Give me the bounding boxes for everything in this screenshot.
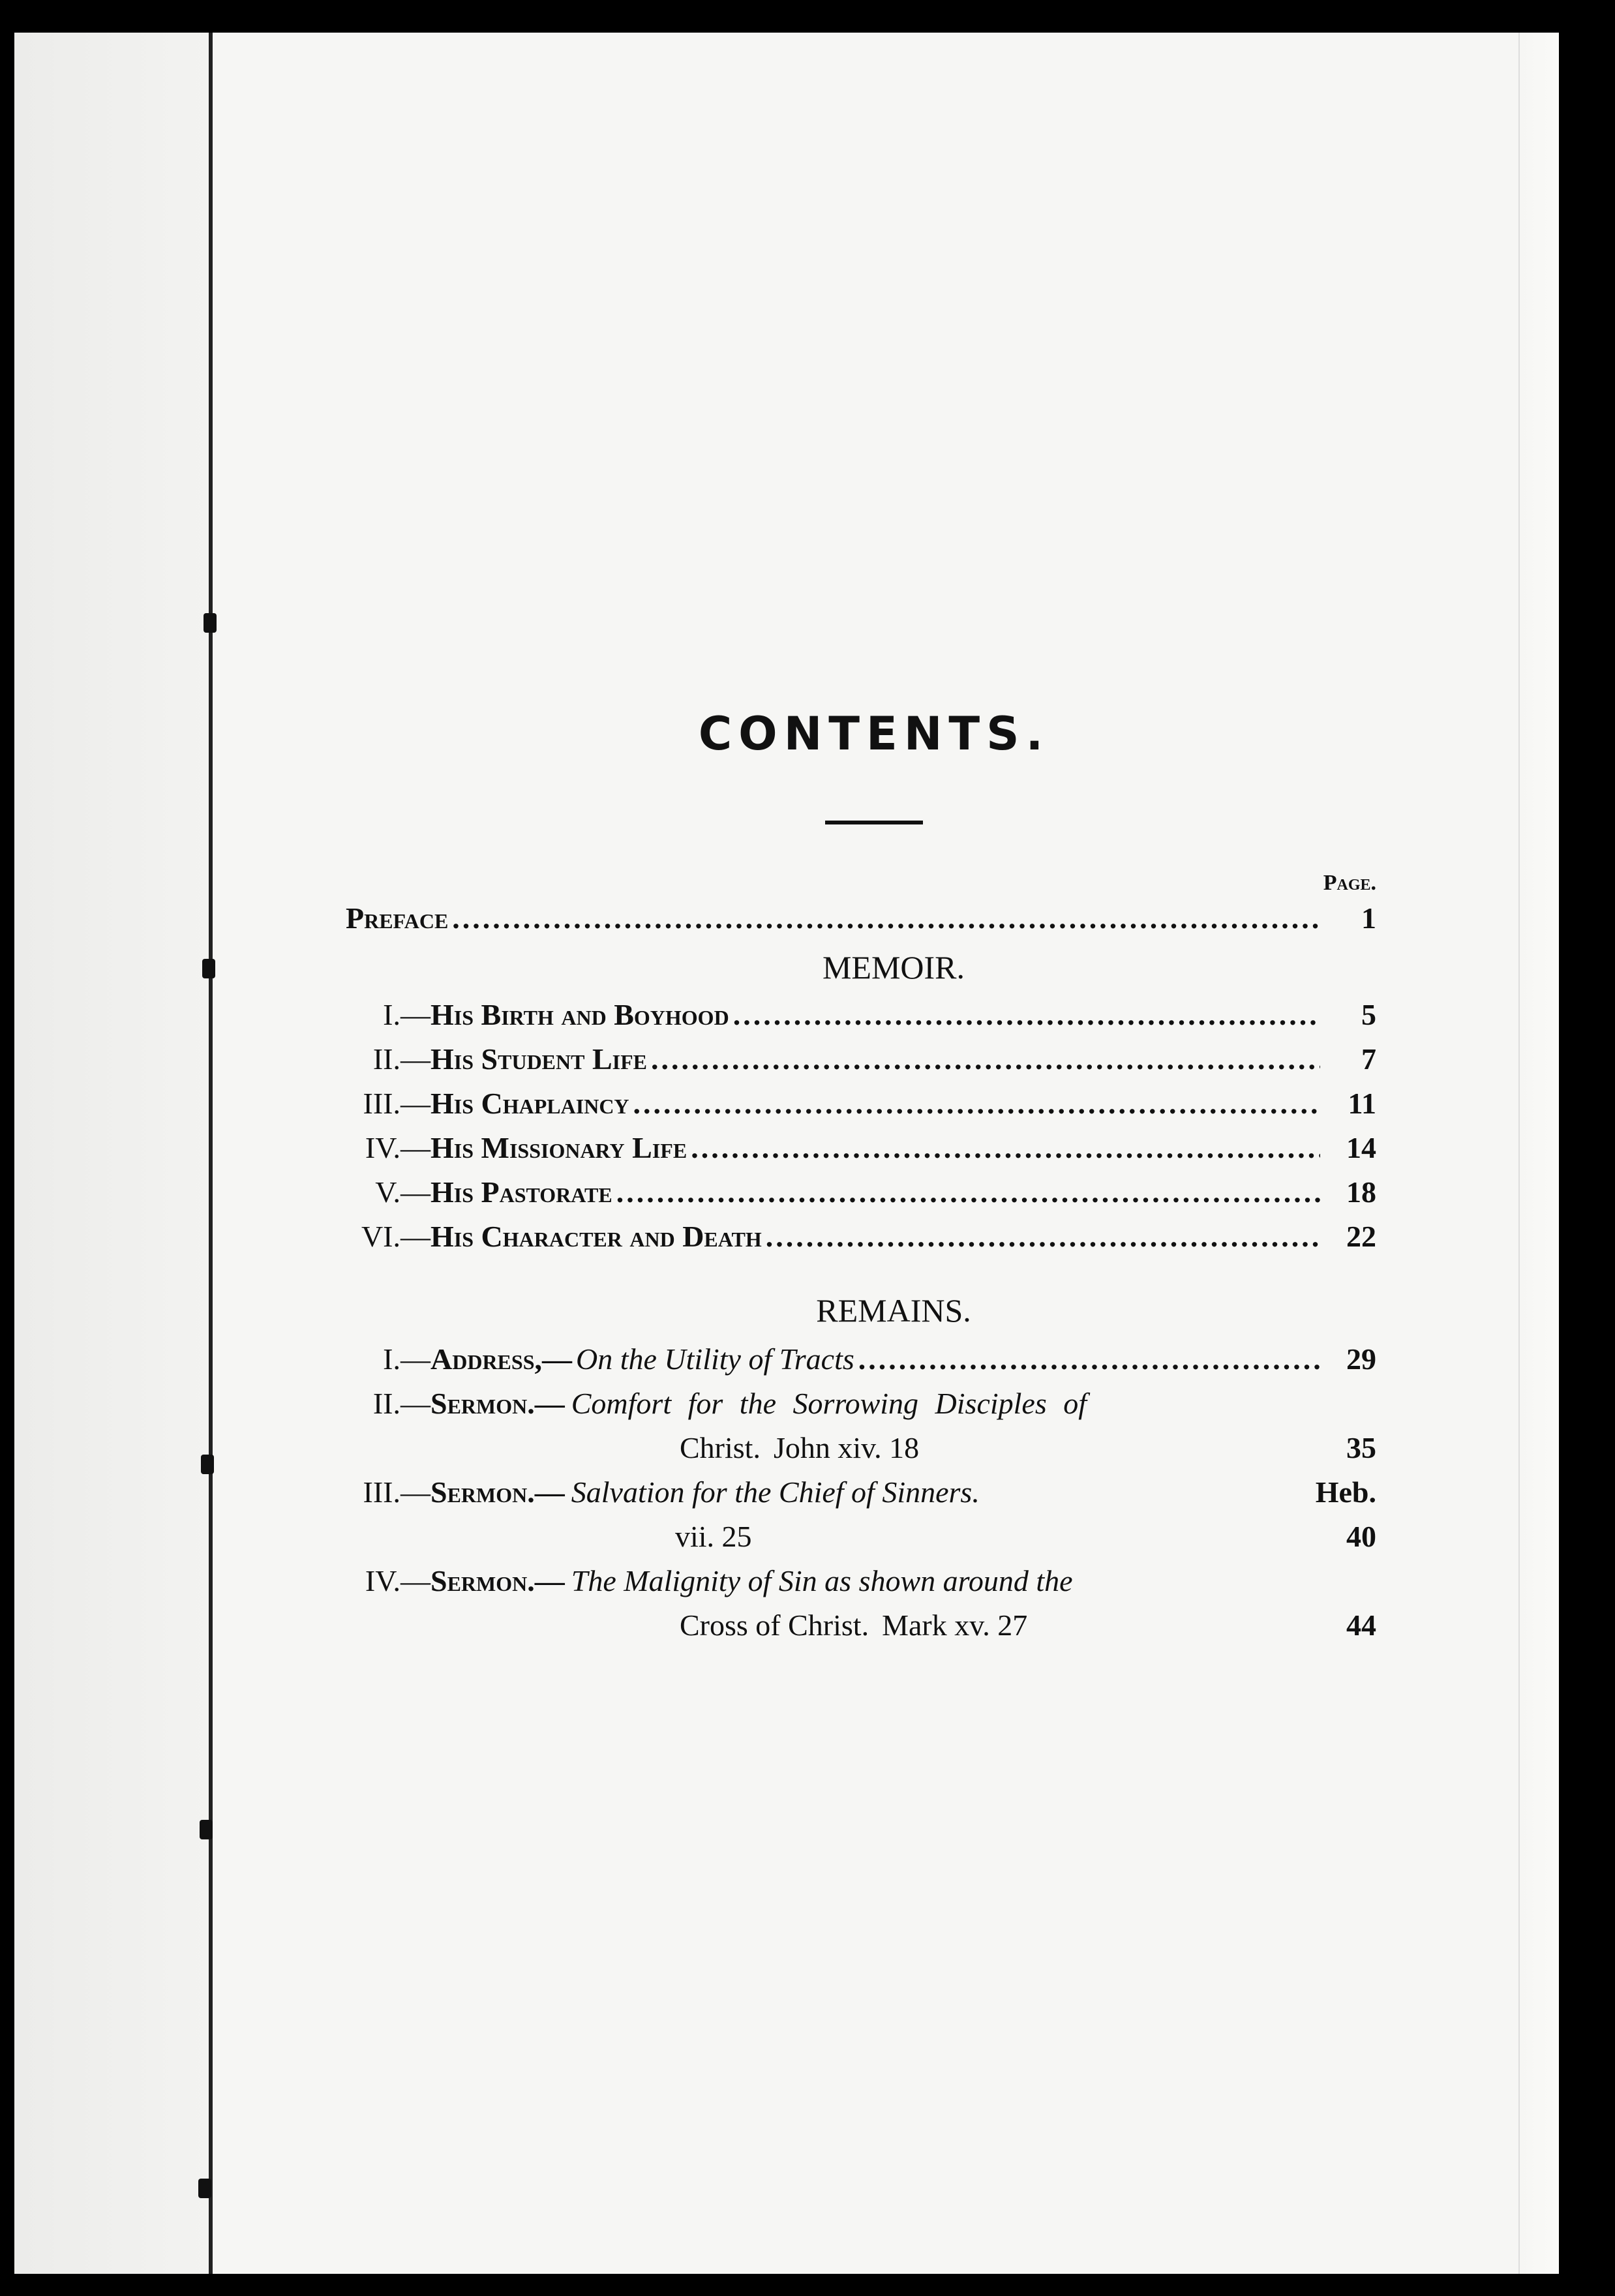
contents-block [346, 704, 1376, 1648]
toc-entry-continuation [346, 1603, 1376, 1648]
leader-dots [858, 1337, 1320, 1382]
toc-entry-title: On the Utility of Tracts [576, 1342, 854, 1376]
toc-page-number: 29 [1346, 1342, 1376, 1376]
toc-entry[interactable] [346, 1470, 1376, 1515]
toc-page-number: 11 [1348, 1087, 1376, 1120]
section-heading-remains: REMAINS. [816, 1292, 971, 1329]
toc-entry-label: His Birth and Boyhood [430, 998, 729, 1031]
toc-entry[interactable] [346, 1559, 1376, 1603]
toc-entry[interactable] [346, 1382, 1376, 1426]
scripture-reference: John xiv. 18 [773, 1431, 920, 1464]
scripture-reference: Heb. [1315, 1475, 1376, 1509]
binding-stitch [198, 2179, 211, 2198]
binding-stitch [200, 1820, 213, 1839]
toc-entry-number: I.— [383, 1342, 430, 1376]
leader-dots [452, 896, 1320, 941]
toc-entry-label: His Pastorate [430, 1175, 612, 1209]
toc-page-number: 7 [1361, 1042, 1376, 1076]
toc-entry-title: Christ. [680, 1431, 761, 1464]
binding-stitch [201, 1455, 214, 1474]
toc-page-number: 35 [1346, 1431, 1376, 1464]
binding-stitch [202, 959, 215, 978]
leader-dots [766, 1215, 1320, 1259]
leader-dots [616, 1170, 1320, 1215]
toc-page-number: 22 [1346, 1220, 1376, 1253]
toc-page-number: 1 [1361, 901, 1376, 935]
toc-entry-kind: Sermon.— [430, 1564, 565, 1597]
toc-entry[interactable] [346, 1037, 1376, 1081]
section-heading-memoir: MEMOIR. [822, 949, 965, 986]
toc-entry-number: IV.— [365, 1564, 430, 1597]
toc-entry-number: IV.— [365, 1131, 430, 1164]
toc-entry[interactable] [346, 1126, 1376, 1170]
page-right-edge [1518, 33, 1559, 2274]
toc-entry-title: The Malignity of Sin as shown around the [571, 1564, 1073, 1597]
toc-entry-kind: Address,— [430, 1342, 572, 1376]
toc-page-number: 18 [1346, 1175, 1376, 1209]
toc-entry[interactable] [346, 1215, 1376, 1259]
previous-page-edge [14, 33, 210, 2274]
toc-entry-label: Preface [346, 901, 449, 935]
toc-entry[interactable] [346, 1081, 1376, 1126]
toc-entry-number: II.— [372, 1042, 430, 1076]
toc-entry-number: I.— [383, 998, 430, 1031]
book-spine [209, 33, 213, 2274]
toc-entry-kind: Sermon.— [430, 1475, 565, 1509]
toc-entry-title: Salvation for the Chief of Sinners. [571, 1475, 980, 1509]
scripture-reference: Mark xv. 27 [882, 1609, 1028, 1642]
toc-entry[interactable] [346, 993, 1376, 1037]
toc-entry-continuation [346, 1426, 1376, 1470]
toc-entry-number: VI.— [361, 1220, 430, 1253]
leader-dots [691, 1126, 1320, 1170]
toc-entry-number: II.— [372, 1387, 430, 1420]
toc-entry-title: Cross of Christ. [680, 1609, 869, 1642]
toc-entry-continuation [346, 1515, 1376, 1559]
toc-entry-preface[interactable] [346, 896, 1376, 941]
toc-entry[interactable] [346, 1170, 1376, 1215]
toc-page-number: 14 [1346, 1131, 1376, 1164]
toc-entry-label: His Chaplaincy [430, 1087, 629, 1120]
toc-entry-label: His Student Life [430, 1042, 647, 1076]
page-column-header: Page. [1323, 871, 1376, 895]
title-rule [825, 821, 923, 824]
binding-stitch [204, 613, 217, 633]
toc-page-number: 5 [1361, 998, 1376, 1031]
toc-entry-number: III.— [363, 1475, 430, 1509]
toc-entry-title: Comfort for the Sorrowing Disciples of [571, 1387, 1087, 1420]
scripture-reference: vii. 25 [675, 1520, 752, 1553]
toc-entry-number: III.— [363, 1087, 430, 1120]
toc-entry-label: His Missionary Life [430, 1131, 687, 1164]
toc-page-number: 44 [1346, 1609, 1376, 1642]
toc-entry[interactable] [346, 1337, 1376, 1382]
leader-dots [733, 993, 1320, 1037]
page [14, 33, 1559, 2274]
toc-entry-kind: Sermon.— [430, 1387, 565, 1420]
toc-page-number: 40 [1346, 1520, 1376, 1553]
leader-dots [651, 1037, 1320, 1081]
leader-dots [633, 1081, 1320, 1126]
toc-entry-number: V.— [375, 1175, 430, 1209]
toc-entry-label: His Character and Death [430, 1220, 762, 1253]
contents-title: CONTENTS. [698, 707, 1050, 761]
